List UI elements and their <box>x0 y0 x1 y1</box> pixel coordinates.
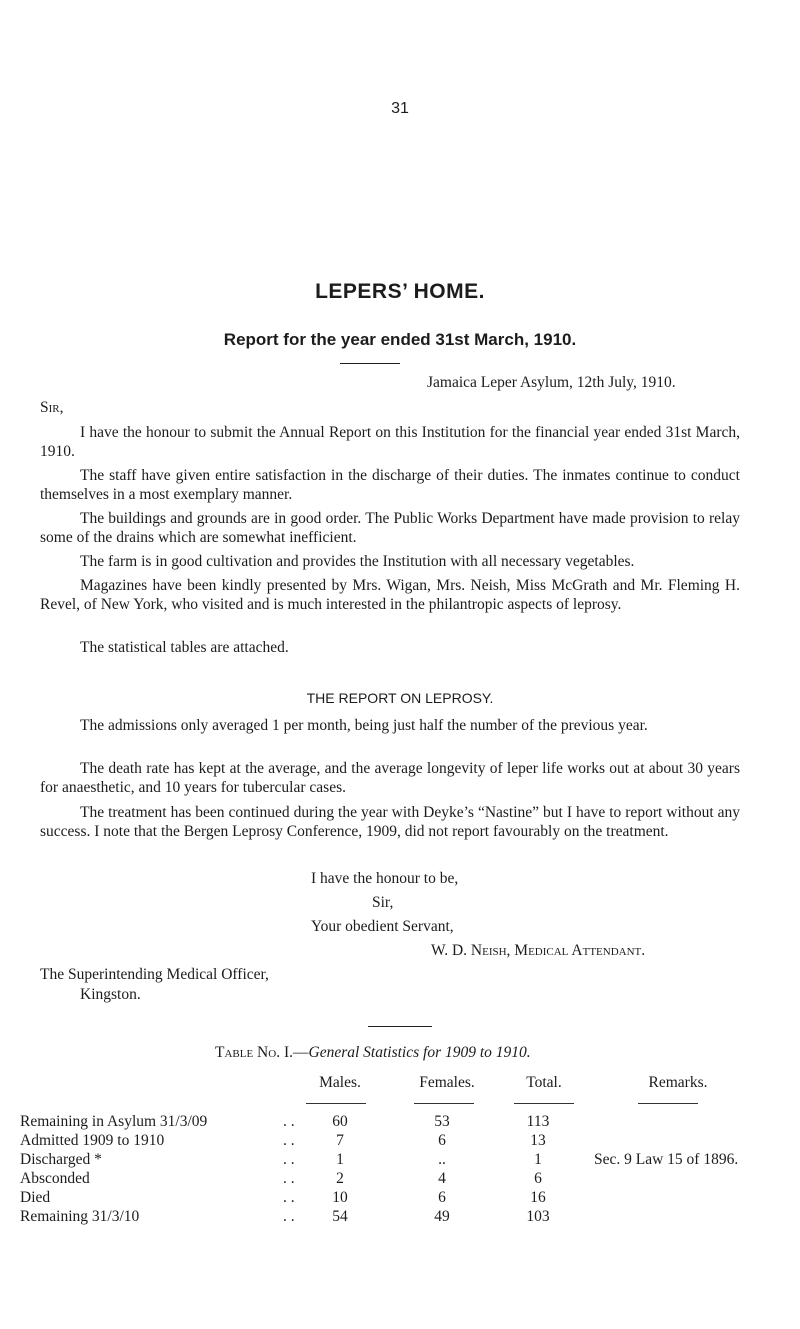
cell-males: 7 <box>336 1132 344 1149</box>
cell-total: 103 <box>526 1208 550 1225</box>
cell-males: 2 <box>336 1170 344 1187</box>
table-caption-prefix: Table No. I.— <box>215 1044 309 1061</box>
cell-remarks: Sec. 9 Law 15 of 1896. <box>594 1151 739 1168</box>
page-number: 31 <box>391 100 409 117</box>
column-header: Males. <box>319 1074 361 1091</box>
leader-dots: . . <box>283 1189 295 1206</box>
paragraph: The death rate has kept at the average, and the average longevity of leper life works out at about 30 years for anaesthetic, and 10 years for tubercular cases. <box>40 760 740 796</box>
header-underline <box>414 1103 474 1104</box>
column-header: Remarks. <box>648 1074 708 1091</box>
leader-dots: . . <box>283 1170 295 1187</box>
table-caption-title: General Statistics for 1909 to 1910. <box>308 1044 531 1061</box>
column-header: Females. <box>419 1074 475 1091</box>
paragraph: The buildings and grounds are in good order. The Public Works Department have made provision to relay some of the drains which are somewhat inefficient. <box>40 510 740 546</box>
paragraph: The treatment has been continued during the year with Deyke’s “Nastine” but I have to report without any success. I note that the Bergen Leprosy Conference, 1909, did not report favourably on the treatment. <box>40 804 740 840</box>
header-underline <box>306 1103 366 1104</box>
cell-males: 10 <box>332 1189 348 1206</box>
paragraph: The admissions only averaged 1 per month, being just half the number of the previous year. <box>80 717 648 734</box>
cell-females: .. <box>438 1151 446 1168</box>
cell-total: 13 <box>530 1132 546 1149</box>
addressee: The Superintending Medical Officer, <box>40 966 269 983</box>
row-label: Died <box>20 1189 51 1206</box>
cell-females: 6 <box>438 1189 446 1206</box>
table-caption <box>215 1043 531 1062</box>
paragraph: I have the honour to submit the Annual Report on this Institution for the financial year ended 31st March, 1910. <box>40 424 740 460</box>
leader-dots: . . <box>283 1208 295 1225</box>
header-underline <box>514 1103 574 1104</box>
closing-line: Your obedient Servant, <box>311 918 454 935</box>
cell-females: 53 <box>434 1113 450 1130</box>
leader-dots: . . <box>283 1151 295 1168</box>
cell-females: 49 <box>434 1208 450 1225</box>
paragraph: The statistical tables are attached. <box>80 639 289 656</box>
place-date: Jamaica Leper Asylum, 12th July, 1910. <box>427 374 676 391</box>
report-subtitle: Report for the year ended 31st March, 1910. <box>223 330 577 349</box>
addressee: Kingston. <box>80 986 141 1003</box>
divider <box>340 363 400 364</box>
cell-total: 16 <box>530 1189 546 1206</box>
section-heading: THE REPORT ON LEPROSY. <box>306 690 494 706</box>
leader-dots: . . <box>283 1132 295 1149</box>
cell-total: 113 <box>526 1113 550 1130</box>
row-label: Discharged * <box>20 1151 102 1168</box>
paragraph: Magazines have been kindly presented by Mrs. Wigan, Mrs. Neish, Miss McGrath and Mr. Fleming H. Revel, of New York, who visited and is much interested in the philantropic aspects of leprosy. <box>40 577 740 613</box>
paragraph: The farm is in good cultivation and provides the Institution with all necessary vegetables. <box>80 553 635 570</box>
cell-females: 4 <box>438 1170 446 1187</box>
header-underline <box>638 1103 698 1104</box>
column-header: Total. <box>526 1074 562 1091</box>
cell-females: 6 <box>438 1132 446 1149</box>
cell-total: 1 <box>534 1151 542 1168</box>
cell-total: 6 <box>534 1170 542 1187</box>
divider <box>368 1026 432 1027</box>
paragraph: The staff have given entire satisfaction in the discharge of their duties. The inmates continue to conduct themselves in a most exemplary manner. <box>40 467 740 503</box>
signature: W. D. Neish, Medical Attendant. <box>431 942 646 959</box>
row-label: Admitted 1909 to 1910 <box>20 1132 165 1149</box>
closing-line: I have the honour to be, <box>311 870 459 887</box>
row-label: Remaining 31/3/10 <box>20 1208 140 1225</box>
page-title: LEPERS’ HOME. <box>315 280 485 303</box>
cell-males: 54 <box>332 1208 348 1225</box>
cell-males: 1 <box>336 1151 344 1168</box>
leader-dots: . . <box>283 1113 295 1130</box>
cell-males: 60 <box>332 1113 348 1130</box>
row-label: Remaining in Asylum 31/3/09 <box>20 1113 208 1130</box>
closing-line: Sir, <box>372 894 394 911</box>
salutation: Sir, <box>40 399 64 416</box>
row-label: Absconded <box>20 1170 90 1187</box>
